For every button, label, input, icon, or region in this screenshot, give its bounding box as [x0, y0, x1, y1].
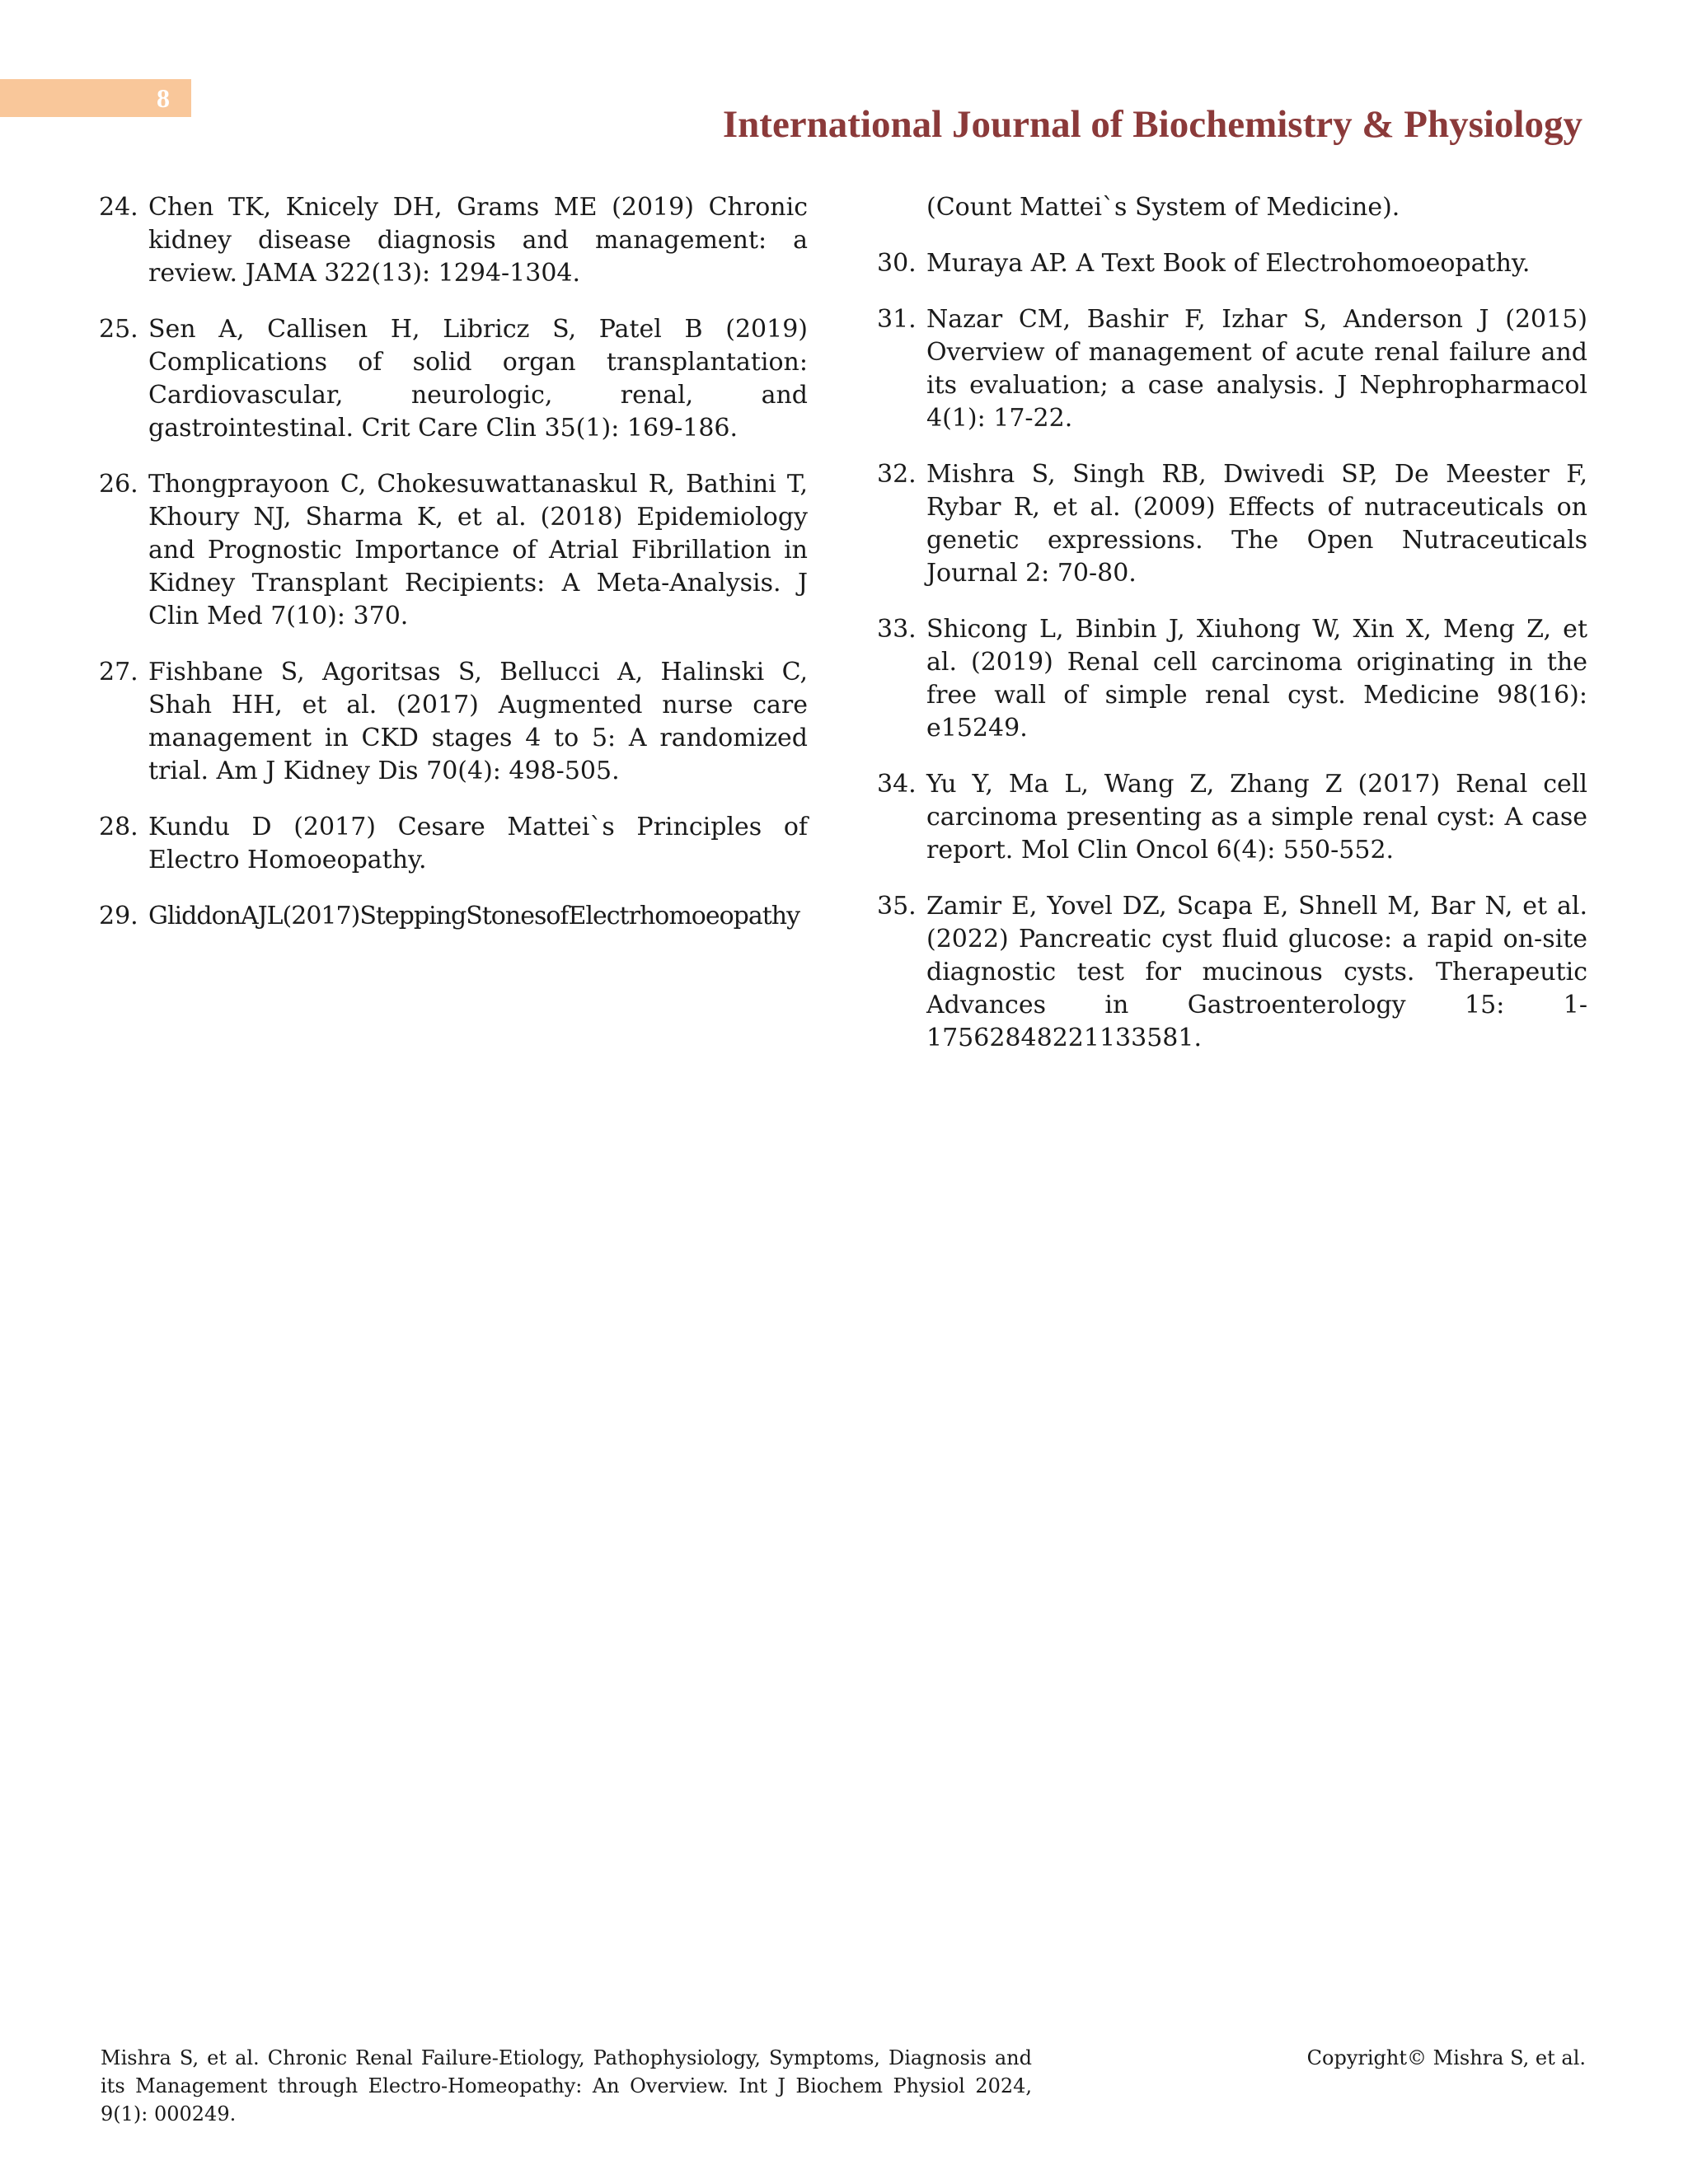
reference-item	[877, 458, 1587, 590]
reference-item	[877, 890, 1587, 1055]
reference-item	[877, 613, 1587, 745]
reference-text: Mishra S, Singh RB, Dwivedi SP, De Meester F, Rybar R, et al. (2009) Effects of nutraceuticals on genetic expressions. The Open Nutraceuticals Journal 2: 70-80.	[926, 460, 1587, 588]
journal-title: International Journal of Biochemistry & Physiology	[722, 103, 1582, 146]
reference-item	[99, 191, 808, 290]
reference-number: 26.	[99, 470, 138, 499]
reference-text: Fishbane S, Agoritsas S, Bellucci A, Halinski C, Shah HH, et al. (2017) Augmented nurse care management in CKD stages 4 to 5: A randomized trial. Am J Kidney Dis 70(4): 498-505.	[148, 658, 808, 785]
reference-number: 25.	[99, 315, 138, 344]
reference-text: Kundu D (2017) Cesare Mattei`s Principles of Electro Homoeopathy.	[148, 813, 808, 874]
reference-number: 33.	[877, 615, 917, 644]
reference-text: Yu Y, Ma L, Wang Z, Zhang Z (2017) Renal cell carcinoma presenting as a simple renal cyst: A case report. Mol Clin Oncol 6(4): 550-552.	[926, 770, 1587, 865]
reference-item	[99, 468, 808, 633]
reference-text: Shicong L, Binbin J, Xiuhong W, Xin X, Meng Z, et al. (2019) Renal cell carcinoma originating in the free wall of simple renal cyst. Medicine 98(16): e15249.	[926, 615, 1587, 743]
reference-number: 32.	[877, 460, 917, 489]
references-left-column	[99, 191, 808, 956]
reference-number: 35.	[877, 892, 917, 921]
page-number: 8	[0, 79, 191, 117]
reference-text: Chen TK, Knicely DH, Grams ME (2019) Chronic kidney disease diagnosis and management: a review. JAMA 322(13): 1294-1304.	[148, 193, 808, 288]
reference-text: Muraya AP. A Text Book of Electrohomoeopathy.	[926, 249, 1531, 278]
reference-number: 31.	[877, 305, 917, 334]
reference-item	[99, 656, 808, 788]
reference-text: GliddonAJL(2017)SteppingStonesofElectrhomoeopathy	[148, 902, 800, 930]
reference-item	[877, 768, 1587, 867]
reference-text: Sen A, Callisen H, Libricz S, Patel B (2019) Complications of solid organ transplantation: Cardiovascular, neurologic, renal, and gastrointestinal. Crit Care Clin 35(1): 169-186.	[148, 315, 808, 443]
reference-number: 34.	[877, 770, 917, 799]
reference-number: 24.	[99, 193, 138, 222]
reference-item	[99, 313, 808, 445]
reference-continuation: (Count Mattei`s System of Medicine).	[926, 193, 1400, 222]
references-right-column	[877, 191, 1587, 1078]
reference-number: 27.	[99, 658, 138, 687]
reference-text: Thongprayoon C, Chokesuwattanaskul R, Bathini T, Khoury NJ, Sharma K, et al. (2018) Epidemiology and Prognostic Importance of Atrial Fibrillation in Kidney Transplant Recipients: A Meta-Analysis. J Clin Med 7(10): 370.	[148, 470, 808, 630]
reference-item	[99, 811, 808, 877]
reference-text: Zamir E, Yovel DZ, Scapa E, Shnell M, Bar N, et al. (2022) Pancreatic cyst fluid glucose: a rapid on-site diagnostic test for mucinous cysts. Therapeutic Advances in Gastroenterology 15: 1-17562848221133581.	[926, 892, 1587, 1052]
reference-text: Nazar CM, Bashir F, Izhar S, Anderson J (2015) Overview of management of acute renal failure and its evaluation; a case analysis. J Nephropharmacol 4(1): 17-22.	[926, 305, 1587, 433]
footer-copyright: Copyright© Mishra S, et al.	[1306, 2046, 1586, 2069]
reference-number: 28.	[99, 813, 138, 841]
reference-item	[877, 247, 1587, 280]
reference-number: 29.	[99, 902, 138, 930]
footer-citation: Mishra S, et al. Chronic Renal Failure-Etiology, Pathophysiology, Symptoms, Diagnosis and its Management through Electro-Homeopathy: An Overview. Int J Biochem Physiol 2024, 9(1): 000249.	[101, 2046, 1032, 2125]
reference-item	[99, 900, 808, 933]
reference-number: 30.	[877, 249, 917, 278]
reference-item	[877, 303, 1587, 435]
